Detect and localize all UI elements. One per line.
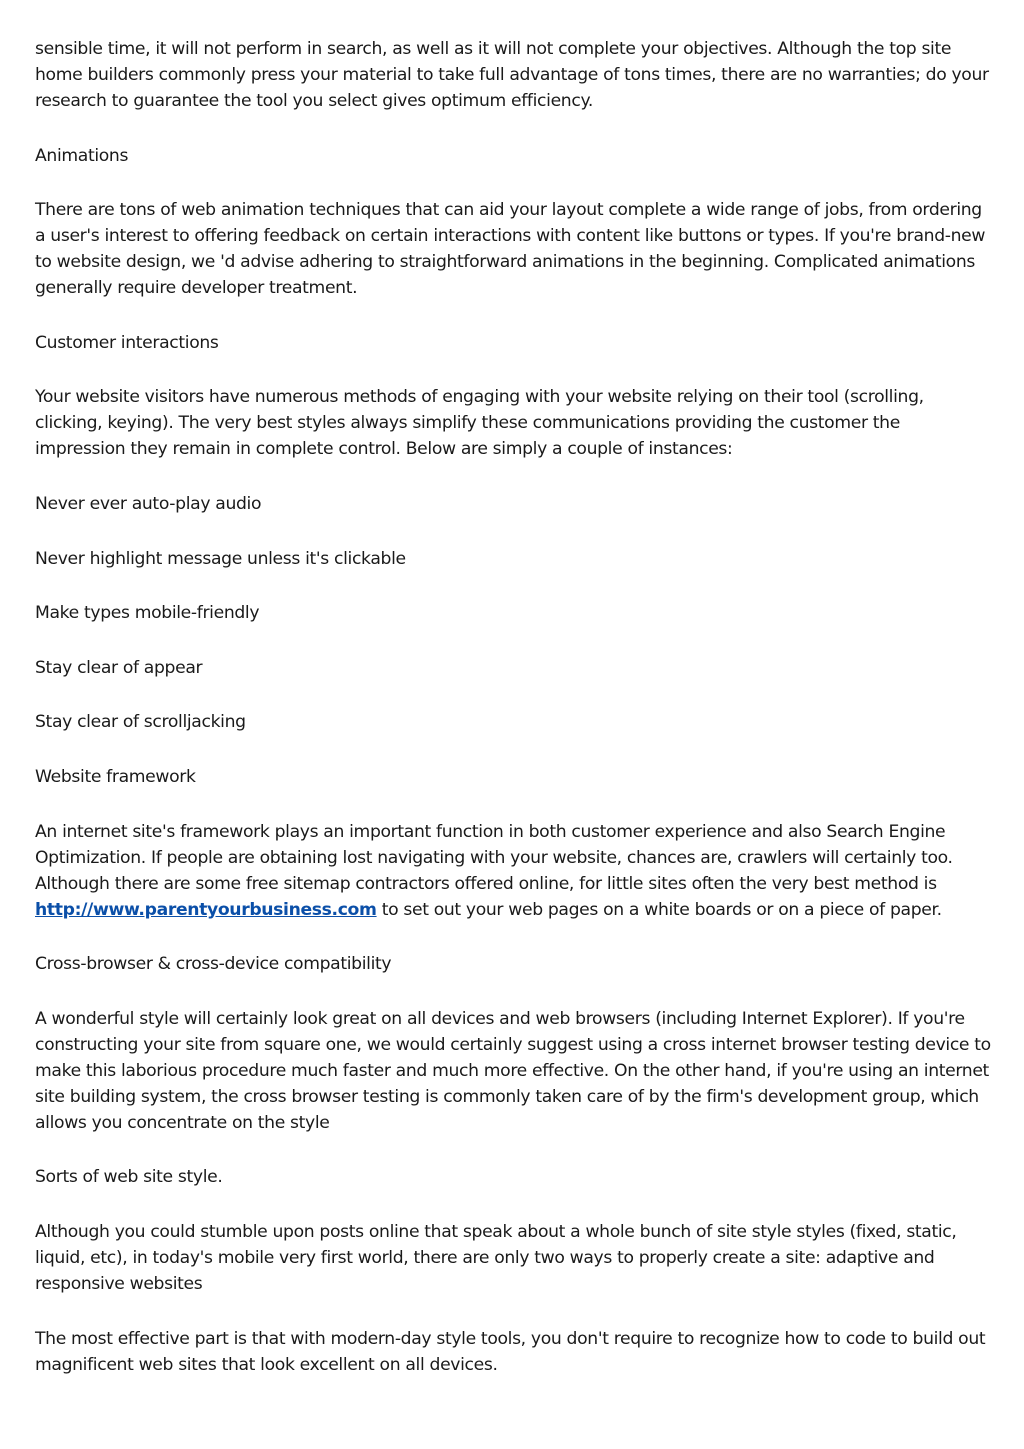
heading-animations: Animations xyxy=(35,145,129,166)
heading-cross-browser: Cross-browser & cross-device compatibility xyxy=(35,954,392,975)
list-item: Never ever auto-play audio xyxy=(35,493,262,514)
list-item: Make types mobile-friendly xyxy=(35,603,260,624)
list-item: Stay clear of appear xyxy=(35,657,203,678)
paragraph-intro: sensible time, it will not perform in search, as well as it will not complete your objectives. Although the top site home builders commonly press your material to take full advantage of tons times, there are no warranties; do your research to guarantee the tool you select gives optimum efficiency. xyxy=(35,39,989,111)
paragraph-final: The most effective part is that with modern-day style tools, you don't require to recognize how to code to build out magnificent web sites that look excellent on all devices. xyxy=(35,1328,986,1375)
heading-customer-interactions: Customer interactions xyxy=(35,332,219,353)
document-body xyxy=(35,36,995,1406)
list-item: Never highlight message unless it's clickable xyxy=(35,548,406,569)
framework-text-before: An internet site's framework plays an important function in both customer experience and also Search Engine Optimization. If people are obtaining lost navigating with your website, chances are, crawlers will certainly too. Although there are some free sitemap contractors offered online, for little sites often the very best method is xyxy=(35,821,953,894)
paragraph-cross-browser: A wonderful style will certainly look great on all devices and web browsers (including Internet Explorer). If you're constructing your site from square one, we would certainly suggest using a cross internet browser testing device to make this laborious procedure much faster and much more effective. On the other hand, if you're using an internet site building system, the cross browser testing is commonly taken care of by the firm's development group, which allows you concentrate on the style xyxy=(35,1008,991,1133)
parentyourbusiness-link[interactable]: http://www.parentyourbusiness.com xyxy=(35,899,377,920)
paragraph-website-framework xyxy=(35,819,995,923)
list-item: Stay clear of scrolljacking xyxy=(35,712,246,733)
heading-site-style-sorts: Sorts of web site style. xyxy=(35,1167,223,1188)
paragraph-animations: There are tons of web animation techniques that can aid your layout complete a wide range of jobs, from ordering a user's interest to offering feedback on certain interactions with content like buttons or types. If you're brand-new to website design, we 'd advise adhering to straightforward animations in the beginning. Complicated animations generally require developer treatment. xyxy=(35,200,986,299)
heading-website-framework: Website framework xyxy=(35,766,196,787)
paragraph-customer-interactions: Your website visitors have numerous methods of engaging with your website relying on their tool (scrolling, clicking, keying). The very best styles always simplify these communications providing the customer the impression they remain in complete control. Below are simply a couple of instances: xyxy=(35,387,924,460)
paragraph-site-style-sorts: Although you could stumble upon posts online that speak about a whole bunch of site style styles (fixed, static, liquid, etc), in today's mobile very first world, there are only two ways to properly create a site: adaptive and responsive websites xyxy=(35,1221,957,1294)
framework-text-after: to set out your web pages on a white boards or on a piece of paper. xyxy=(376,899,942,920)
